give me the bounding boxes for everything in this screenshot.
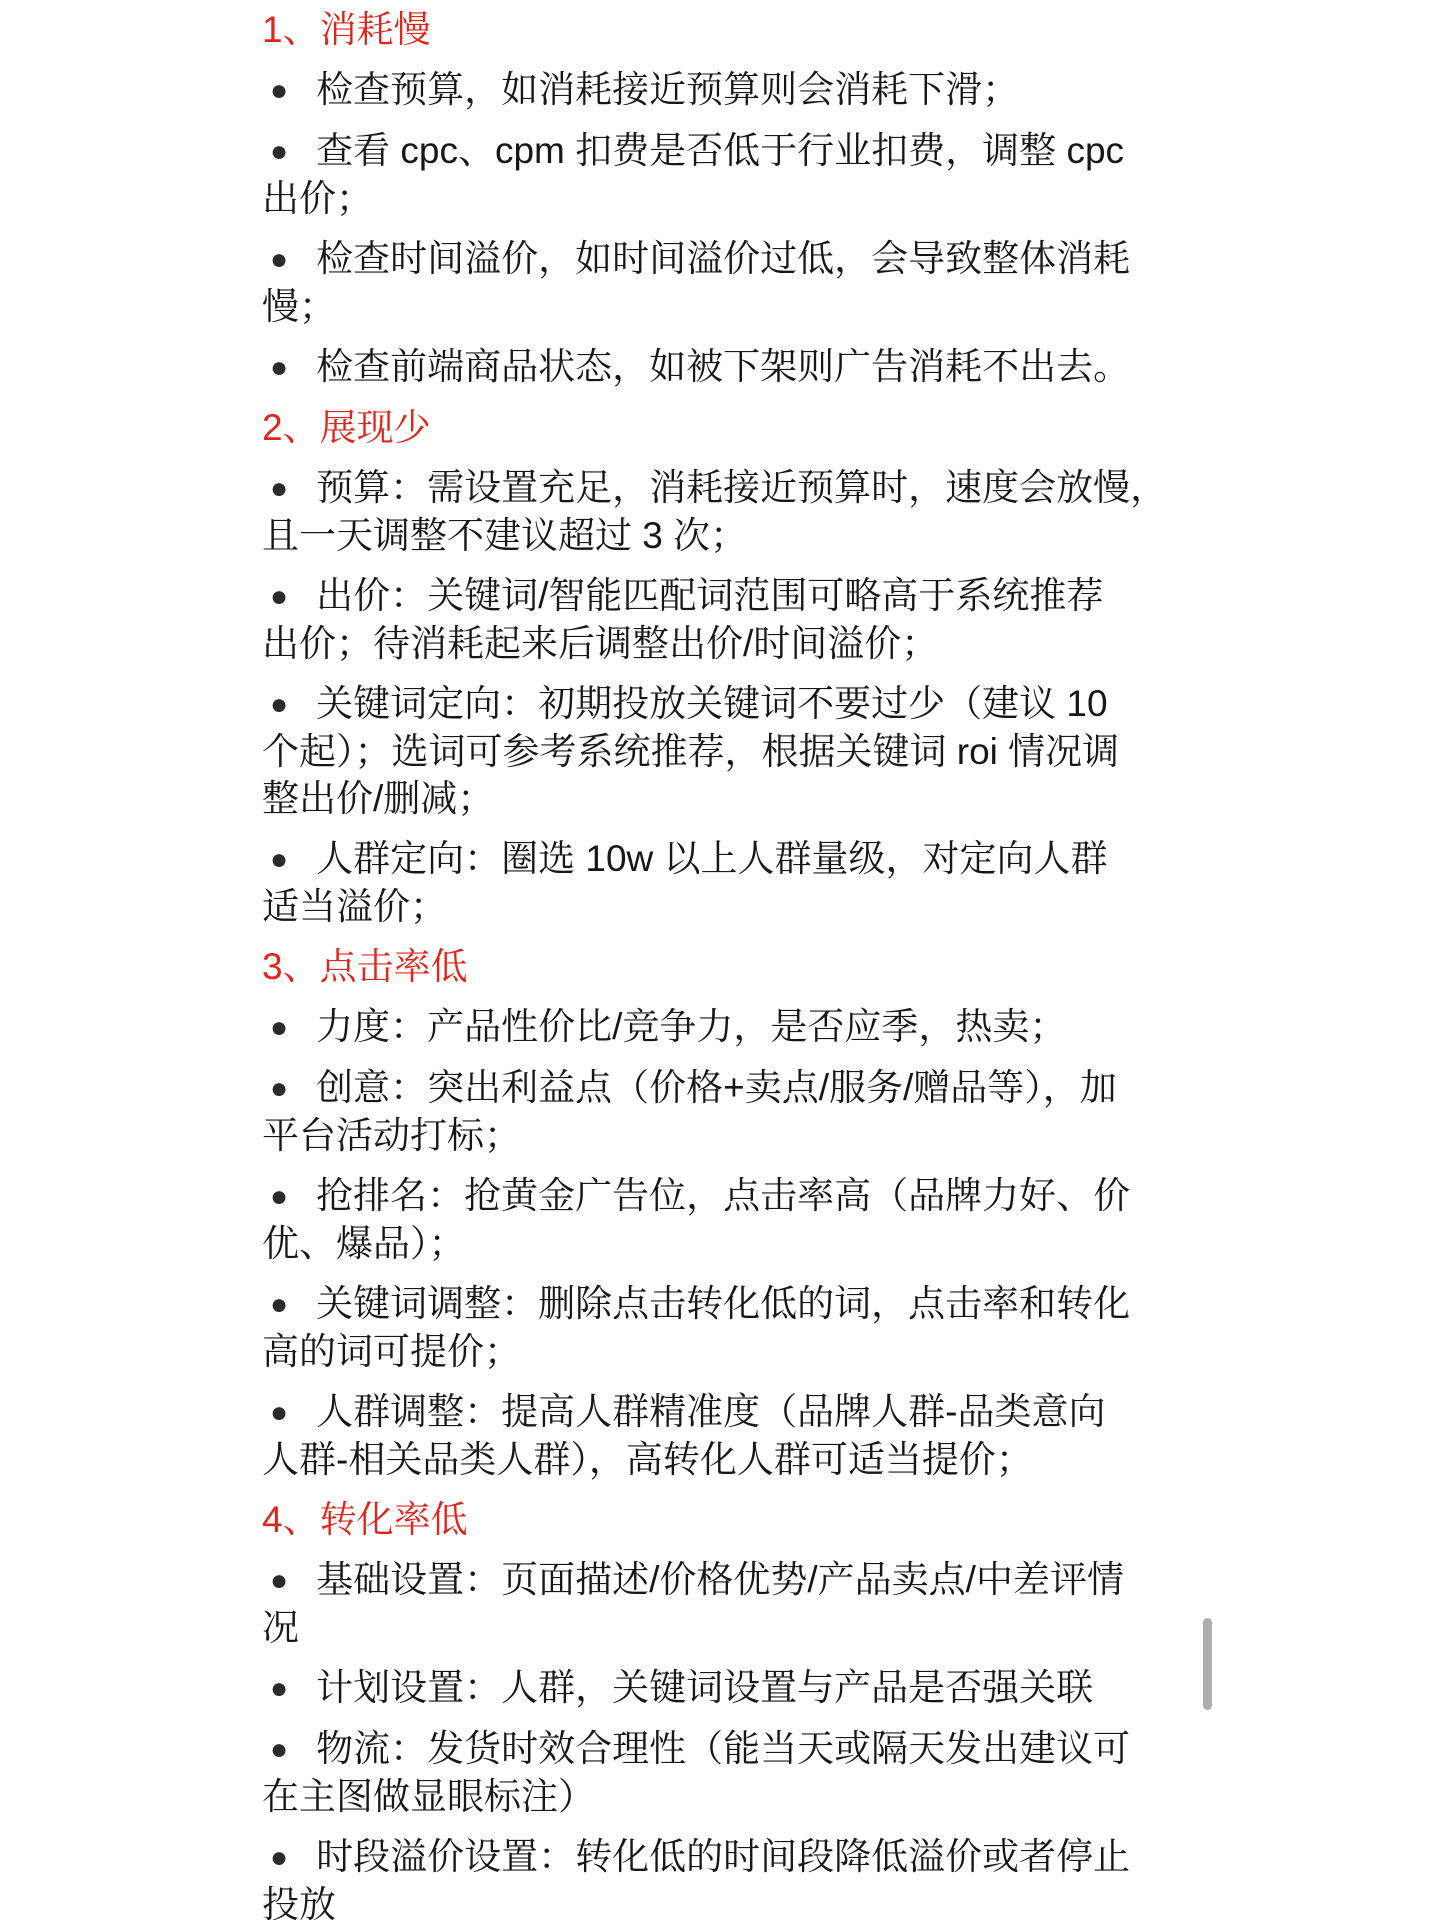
scrollbar-thumb[interactable] <box>1203 1618 1212 1710</box>
bullet-text: 创意：突出利益点（价格+卖点/服务/赠品等），加 <box>316 1067 1117 1108</box>
section-ctr-low <box>262 943 1178 1483</box>
bullet-text: 关键词定向：初期投放关键词不要过少（建议 10 <box>316 683 1108 724</box>
bullet-dot-icon: ● <box>270 1011 289 1044</box>
bullet-dot-icon: ● <box>270 843 289 876</box>
bullet-text: 适当溢价； <box>262 886 447 927</box>
bullet-text: 基础设置：页面描述/价格优势/产品卖点/中差评情 <box>316 1559 1124 1600</box>
bullet-item <box>262 1725 1178 1820</box>
bullet-text: 况 <box>262 1607 299 1648</box>
bullet-dot-icon: ● <box>270 1564 289 1597</box>
bullet-item <box>262 1833 1178 1920</box>
bullet-text: 人群-相关品类人群），高转化人群可适当提价； <box>262 1439 1033 1480</box>
bullet-dot-icon: ● <box>270 472 289 505</box>
bullet-text: 时段溢价设置：转化低的时间段降低溢价或者停止 <box>316 1836 1131 1877</box>
bullet-item <box>262 1388 1178 1483</box>
bullet-dot-icon: ● <box>270 1733 289 1766</box>
bullet-dot-icon: ● <box>270 351 289 384</box>
section-heading: 1、消耗慢 <box>262 9 431 50</box>
bullet-item <box>262 1172 1178 1267</box>
bullet-item <box>262 1664 1178 1712</box>
section-impressions-low <box>262 404 1178 930</box>
bullet-item <box>262 1064 1178 1159</box>
bullet-text: 预算：需设置充足，消耗接近预算时，速度会放慢， <box>316 467 1168 508</box>
bullet-dot-icon: ● <box>270 1396 289 1429</box>
bullet-dot-icon: ● <box>270 74 289 107</box>
bullet-text: 检查前端商品状态，如被下架则广告消耗不出去。 <box>316 346 1131 387</box>
section-cvr-low <box>262 1496 1178 1920</box>
bullet-text: 在主图做显眼标注） <box>262 1776 595 1817</box>
bullet-item <box>262 572 1178 667</box>
bullet-dot-icon: ● <box>270 135 289 168</box>
bullet-text: 慢； <box>262 286 336 327</box>
bullet-dot-icon: ● <box>270 1180 289 1213</box>
bullet-text: 高的词可提价； <box>262 1331 521 1372</box>
section-heading: 4、转化率低 <box>262 1499 468 1540</box>
bullet-text: 检查预算，如消耗接近预算则会消耗下滑； <box>316 69 1020 110</box>
bullet-text: 物流：发货时效合理性（能当天或隔天发出建议可 <box>316 1728 1131 1769</box>
bullet-dot-icon: ● <box>270 1288 289 1321</box>
bullet-text: 出价； <box>262 178 373 219</box>
bullet-dot-icon: ● <box>270 243 289 276</box>
bullet-dot-icon: ● <box>270 1841 289 1874</box>
bullet-text: 整出价/删减； <box>262 778 495 819</box>
bullet-text: 个起）；选词可参考系统推荐，根据关键词 roi 情况调 <box>262 731 1120 772</box>
section-heading: 2、展现少 <box>262 407 431 448</box>
bullet-item <box>262 464 1178 559</box>
bullet-text: 抢排名：抢黄金广告位，点击率高（品牌力好、价 <box>316 1175 1131 1216</box>
bullet-dot-icon: ● <box>270 1072 289 1105</box>
bullet-dot-icon: ● <box>270 688 289 721</box>
bullet-text: 且一天调整不建议超过 3 次； <box>262 515 748 556</box>
bullet-item <box>262 1556 1178 1651</box>
bullet-text: 关键词调整：删除点击转化低的词，点击率和转化 <box>316 1283 1131 1324</box>
bullet-text: 出价；待消耗起来后调整出价/时间溢价； <box>262 623 939 664</box>
bullet-text: 人群定向：圈选 10w 以上人群量级，对定向人群 <box>316 838 1108 879</box>
bullet-text: 优、爆品）； <box>262 1223 466 1264</box>
bullet-text: 投放 <box>262 1884 336 1920</box>
bullet-text: 平台活动打标； <box>262 1115 521 1156</box>
bullet-item <box>262 680 1178 822</box>
bullet-dot-icon: ● <box>270 1672 289 1705</box>
bullet-item <box>262 1280 1178 1375</box>
bullet-text: 出价：关键词/智能匹配词范围可略高于系统推荐 <box>316 575 1104 616</box>
section-consume-slow <box>262 6 1178 391</box>
bullet-text: 人群调整：提高人群精准度（品牌人群-品类意向 <box>316 1391 1106 1432</box>
bullet-item <box>262 127 1178 222</box>
bullet-text: 查看 cpc、cpm 扣费是否低于行业扣费，调整 cpc <box>316 130 1125 171</box>
bullet-dot-icon: ● <box>270 580 289 613</box>
bullet-item <box>262 66 1178 114</box>
bullet-item <box>262 835 1178 930</box>
bullet-item <box>262 235 1178 330</box>
bullet-text: 力度：产品性价比/竞争力，是否应季，热卖； <box>316 1006 1067 1047</box>
bullet-item <box>262 1003 1178 1051</box>
bullet-item <box>262 343 1178 391</box>
bullet-text: 检查时间溢价，如时间溢价过低，会导致整体消耗 <box>316 238 1131 279</box>
section-heading: 3、点击率低 <box>262 946 468 987</box>
bullet-text: 计划设置：人群，关键词设置与产品是否强关联 <box>316 1667 1094 1708</box>
